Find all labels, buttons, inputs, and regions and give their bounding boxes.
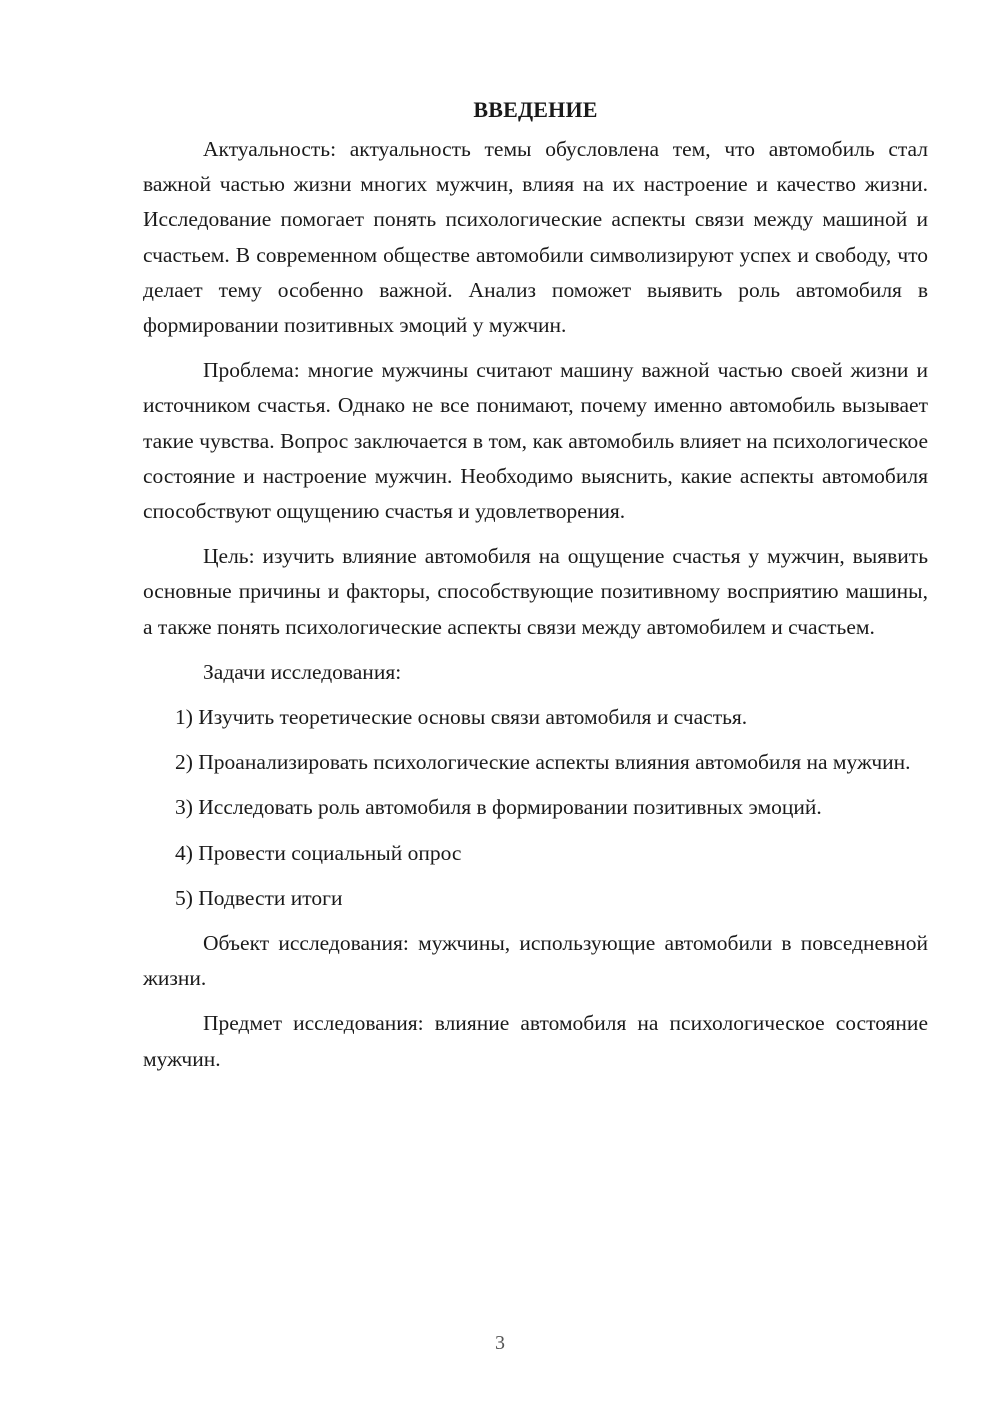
task-item-5: 5) Подвести итоги: [175, 885, 343, 910]
subject-paragraph: Предмет исследования: влияние автомобиля на психологическое состояние мужчин.: [143, 1011, 928, 1071]
task-item-4: 4) Провести социальный опрос: [175, 840, 462, 865]
tasks-label: Задачи исследования:: [203, 659, 402, 684]
goal-paragraph: Цель: изучить влияние автомобиля на ощущение счастья у мужчин, выявить основные причины и факторы, способствующие позитивному восприятию машины, а также понять психологические аспекты связи между автомобилем и счастьем.: [143, 544, 928, 639]
document-page: [143, 92, 928, 1077]
page-number: 3: [495, 1332, 505, 1354]
problem-paragraph: Проблема: многие мужчины считают машину важной частью своей жизни и источником счастья. Однако не все понимают, почему именно автомобиль вызывает такие чувства. Вопрос заключается в том, как автомобиль влияет на психологическое состояние и настроение мужчин. Необходимо выяснить, какие аспекты автомобиля способствуют ощущению счастья и удовлетворения.: [143, 358, 928, 524]
task-item-3: 3) Исследовать роль автомобиля в формировании позитивных эмоций.: [175, 795, 822, 820]
task-item-1: 1) Изучить теоретические основы связи автомобиля и счастья.: [175, 705, 748, 730]
relevance-paragraph: Актуальность: актуальность темы обусловлена тем, что автомобиль стал важной частью жизни многих мужчин, влияя на их настроение и качество жизни. Исследование помогает понять психологические аспекты связи между машиной и счастьем. В современном обществе автомобили символизируют успех и свободу, что делает тему особенно важной. Анализ поможет выявить роль автомобиля в формировании позитивных эмоций у мужчин.: [143, 137, 928, 338]
section-heading: ВВЕДЕНИЕ: [473, 97, 598, 122]
task-item-2: 2) Проанализировать психологические аспекты влияния автомобиля на мужчин.: [175, 750, 911, 775]
object-paragraph: Объект исследования: мужчины, использующие автомобили в повседневной жизни.: [143, 931, 928, 991]
